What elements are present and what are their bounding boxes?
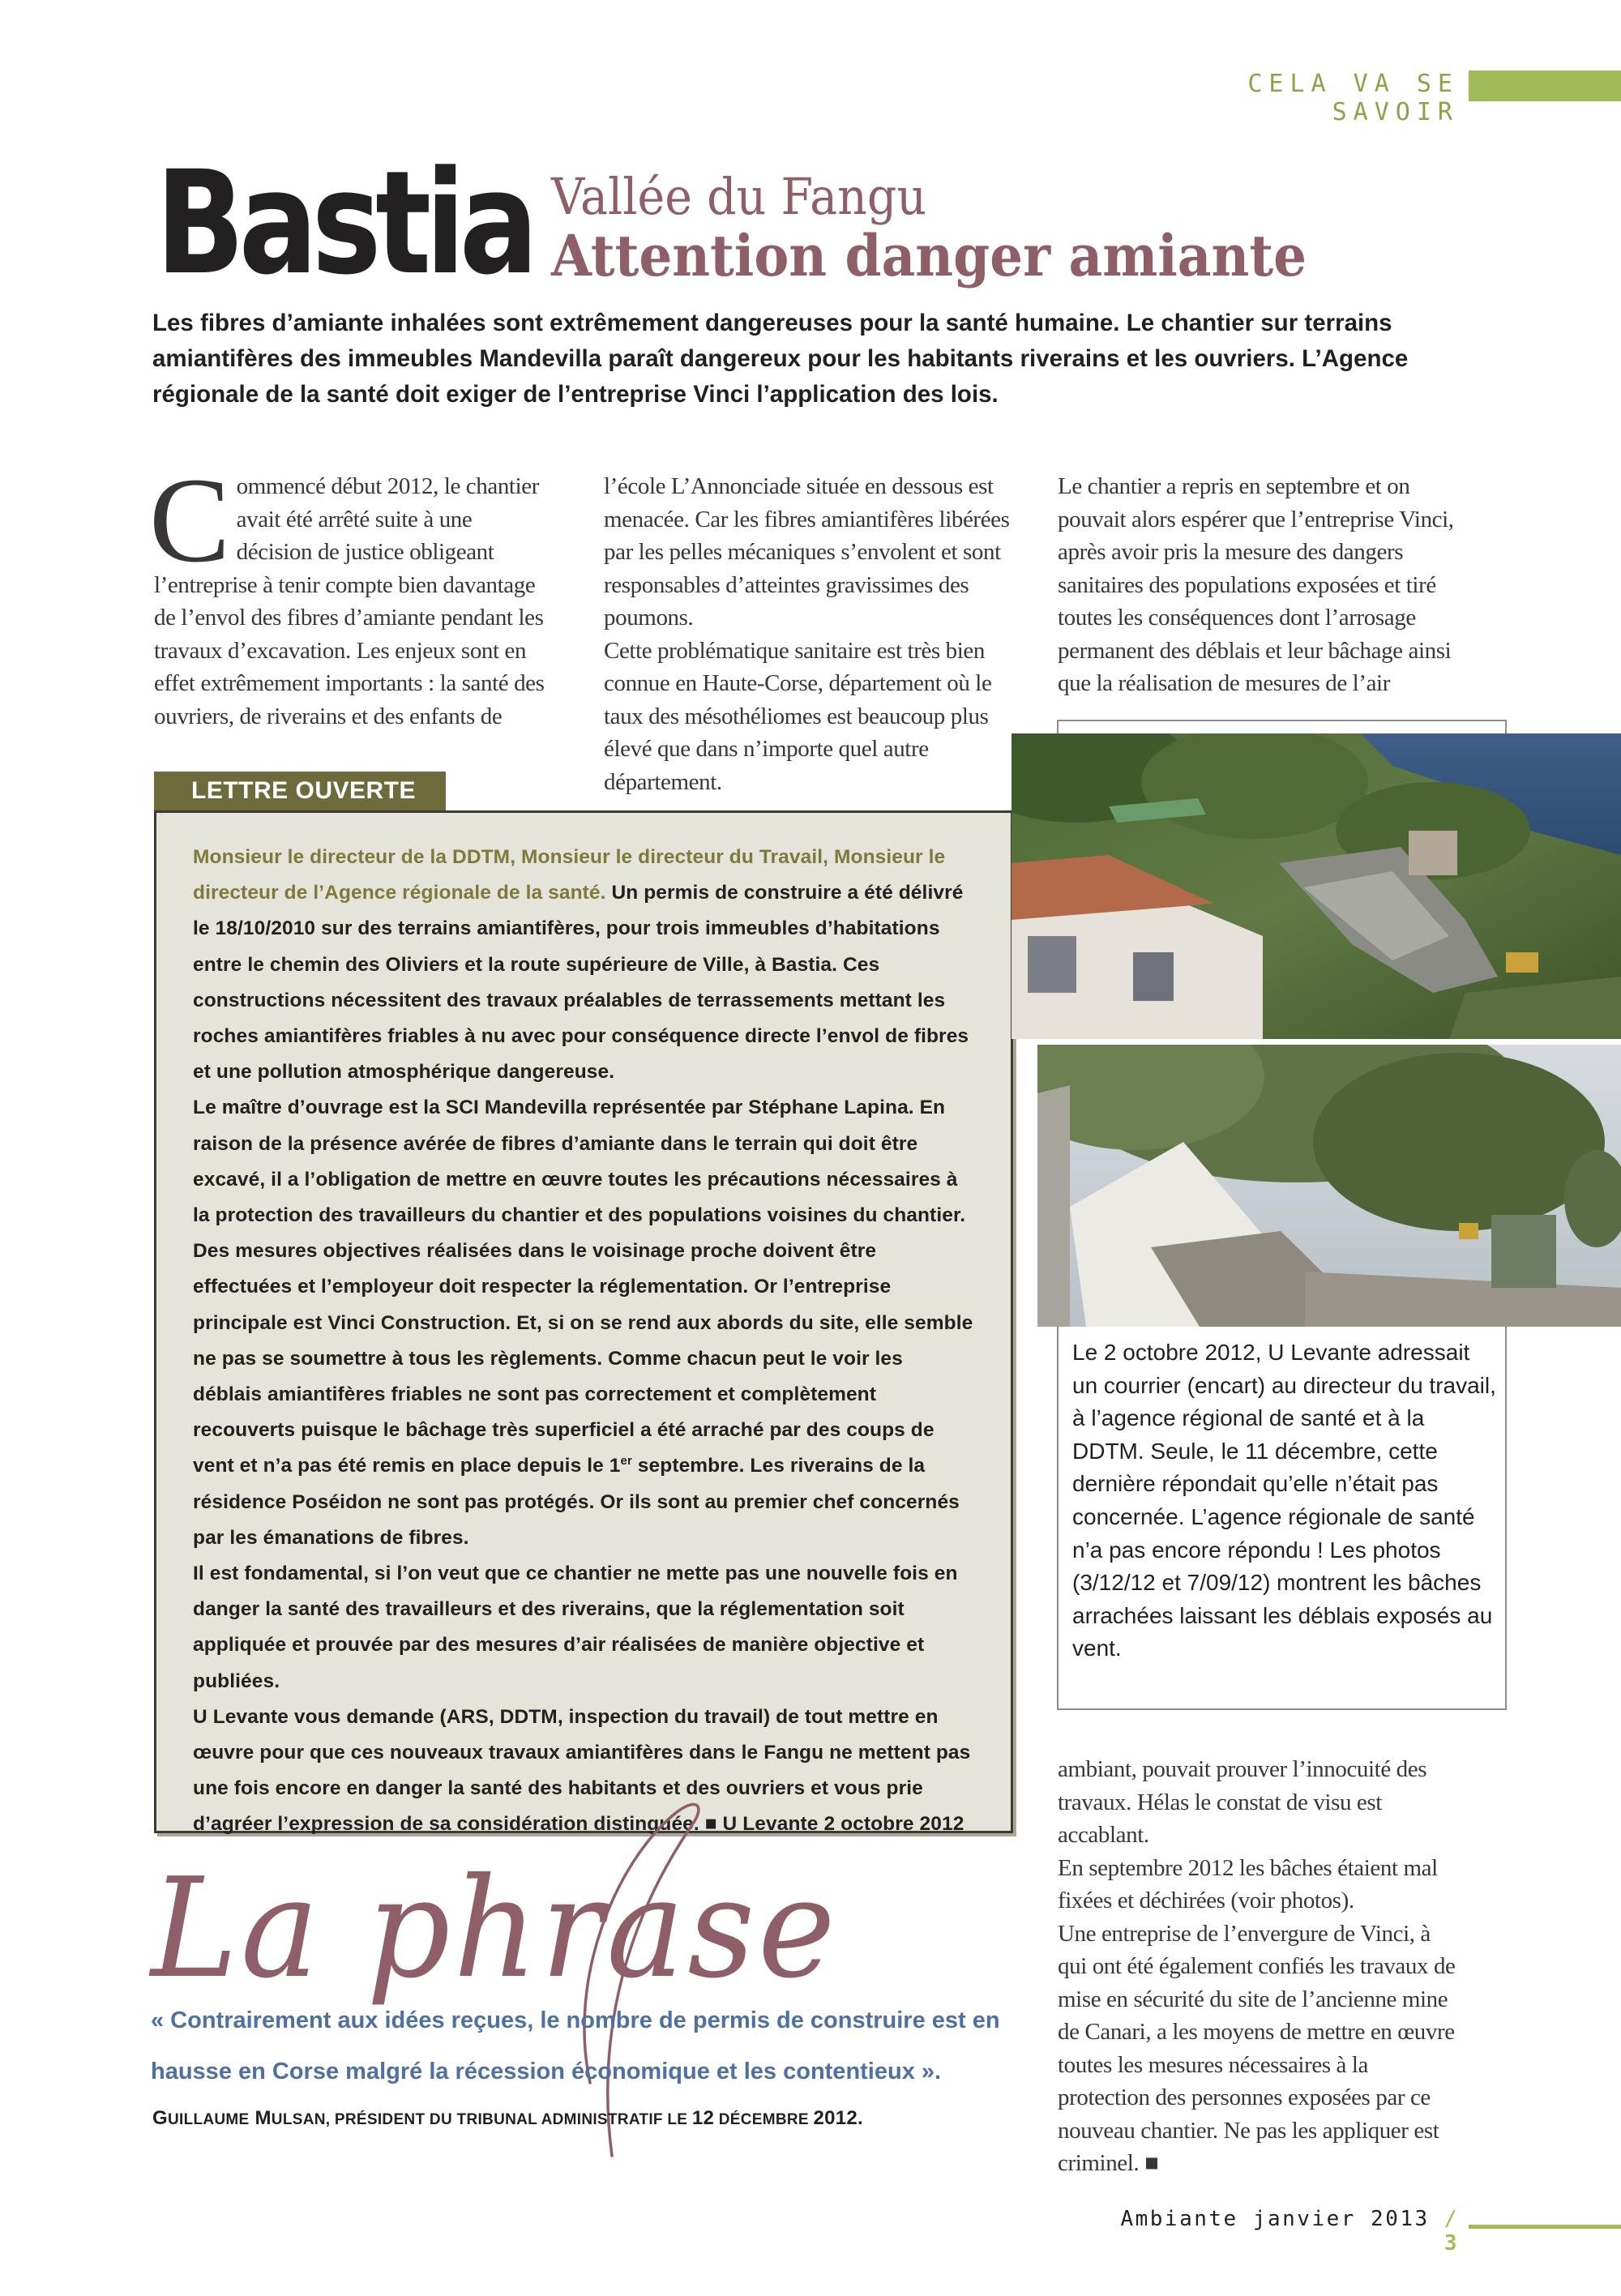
photo-caption: Le 2 octobre 2012, U Levante adressait un courrier (encart) au directeur du travail, à l’agence régional de santé et à la DDTM. Seule, le 11 décembre, cette dernière répondait qu’elle n’était pas concernée. L’agence régionale de santé n’a pas encore répondu ! Les photos (3/12/12 et 7/09/12) montrent les bâches arrachées laissant les déblais exposés au vent. xyxy=(1072,1340,1496,1661)
author-name-rest: UILLAUME xyxy=(167,2111,250,2128)
open-letter-text xyxy=(193,840,975,1843)
footer-separator: / xyxy=(1444,2207,1459,2231)
article-paragraph: l’école L’Annonciade située en dessous est menacée. Car les fibres amiantifères libérées par les pelles mécaniques s’envolent et sont responsables d’atteintes gravissimes des poumons. xyxy=(604,473,1010,631)
letter-paragraph-text: septembre. Les riverains de la résidence Poséidon ne sont pas protégés. Or ils sont au premier chef concernés par les émanations de fibres. xyxy=(193,1455,960,1549)
author-surname-rest: ULSAN xyxy=(271,2111,326,2128)
page-footer xyxy=(1102,2207,1459,2255)
article-paragraph: En septembre 2012 les bâches étaient mal fixées et déchirées (voir photos). xyxy=(1058,1854,1438,1913)
drop-cap: C xyxy=(149,453,230,588)
construction-site-photo-2 xyxy=(1037,1045,1621,1327)
publication-name: Ambiante janvier 2013 xyxy=(1120,2207,1430,2231)
article-paragraph-text: Une entreprise de l’envergure de Vinci, à qui ont été également confiés les travaux de mise en sécurité du site de l’ancienne mine de Canari, a les moyens de mettre en œuvre toutes les mesures nécessaires à la protection des personnes exposées par ce nouveau chantier. Ne pas les appliquer est criminel. xyxy=(1058,1920,1456,2176)
letter-paragraph xyxy=(193,1700,975,1843)
title-subtitle-place: Vallée du Fangu xyxy=(551,167,927,226)
phrase-heading: La phrase xyxy=(151,1849,839,2009)
article-paragraph xyxy=(1058,1918,1463,2180)
section-label: CELA VA SE SAVOIR xyxy=(1247,70,1459,126)
page-title: Bastia xyxy=(156,140,532,306)
author-initial: M xyxy=(254,2107,272,2129)
author-date-day: 12 xyxy=(691,2107,715,2129)
letter-paragraph xyxy=(193,1090,975,1556)
letter-paragraph: Il est fondamental, si l’on veut que ce chantier ne mette pas une nouvelle fois en danger la santé des travailleurs et des riverains, que la réglementation soit appliquée et prouvée par des mesures d’air réalisées de manière objective et publiées. xyxy=(193,1563,958,1692)
construction-site-photo-1 xyxy=(1012,733,1621,1039)
author-date-month: DÉCEMBRE xyxy=(714,2111,814,2128)
article-column-3-top xyxy=(1058,470,1463,700)
letter-paragraph xyxy=(193,840,975,1090)
phrase-author xyxy=(152,2107,1044,2130)
section-accent-bar xyxy=(1469,71,1621,101)
article-paragraph: Le chantier a repris en septembre et on pouvait alors espérer que l’entreprise Vinci, après avoir pris la mesure des dangers sanitaires des populations exposées et tiré toutes les conséquences dont l’arrosage permanent des déblais et leur bâchage ainsi que la réalisation de mesures de l’air xyxy=(1058,473,1454,696)
article-column-2 xyxy=(604,470,1017,798)
lead-paragraph: Les fibres d’amiante inhalées sont extrêmement dangereuses pour la santé humaine. Le chantier sur terrains amiantifères des immeubles Mandevilla paraît dangereux pour les habitants riverains et les ouvriers. L’Agence régionale de la santé doit exiger de l’entreprise Vinci l’application des lois. xyxy=(152,310,1409,408)
article-column-1 xyxy=(149,453,551,733)
article-column-3-bottom xyxy=(1058,1753,1463,2180)
article-column-1-text: ommencé début 2012, le chantier avait été arrêté suite à une décision de justice obligeant l’entreprise à tenir compte bien davantage de l’envol des fibres d’amiante pendant les travaux d’excavation. Les enjeux sont en effet extrêmement importants : la santé des ouvriers, de riverains et des enfants de xyxy=(154,473,545,729)
author-date-year: 2012. xyxy=(813,2107,864,2129)
letter-paragraph-text: Le maître d’ouvrage est la SCI Mandevilla représentée par Stéphane Lapina. En raison de la présence avérée de fibres d’amiante dans le terrain qui doit être excavé, il a l’obligation de mettre en œuvre toutes les précautions nécessaires à la protection des travailleurs du chantier et des populations voisines du chantier. Des mesures objectives réalisées dans le voisinage proche doivent être effectuées et l’employeur doit respecter la réglementation. Or l’entreprise principale est Vinci Construction. Et, si on se rend aux abords du site, elle semble ne pas se soumettre à tous les règlements. Comme chacun peut le voir les déblais amiantifères friables ne sont pas correctement et complètement recouverts puisque le bâchage très superficiel a été arraché par des coups de vent et n’a pas été remis en place depuis le 1 xyxy=(193,1097,973,1477)
author-initial: G xyxy=(152,2107,168,2129)
open-letter-tag: LETTRE OUVERTE xyxy=(154,772,446,810)
footer-accent-rule xyxy=(1469,2225,1621,2229)
page-number: 3 xyxy=(1444,2231,1459,2255)
letter-signature: ■ U Levante 2 octobre 2012 xyxy=(704,1813,964,1836)
author-role: , PRÉSIDENT DU TRIBUNAL ADMINISTRATIF LE xyxy=(325,2111,692,2128)
ordinal-superscript: er xyxy=(620,1454,632,1469)
article-paragraph: Cette problématique sanitaire est très bien connue en Haute-Corse, département où le taux des mésothéliomes est beaucoup plus élevé que dans n’importe quel autre département. xyxy=(604,637,992,795)
letter-paragraph-text: U Levante vous demande (ARS, DDTM, inspection du travail) de tout mettre en œuvre pour que ces nouveaux travaux amiantifères dans le Fangu ne mettent pas une fois encore en danger la santé des habitants et des ouvriers et vous prie d’agréer l’expression de sa considération distinguée. xyxy=(193,1705,971,1836)
letter-salutation: Monsieur le directeur de la DDTM, Monsieur le directeur du Travail, Monsieur le directeur de l’Agence régionale de la santé. xyxy=(193,846,946,904)
phrase-quote: « Contrairement aux idées reçues, le nombre de permis de construire est en hausse en Corse malgré la récession économique et les contentieux ». xyxy=(151,2007,1000,2084)
article-paragraph: ambiant, pouvait prouver l’innocuité des travaux. Hélas le constat de visu est accablant. xyxy=(1058,1756,1427,1848)
title-subtitle-headline: Attention danger amiante xyxy=(551,222,1307,289)
end-mark: ■ xyxy=(1144,2150,1159,2176)
letter-paragraph-text: Un permis de construire a été délivré le 18/10/2010 sur des terrains amiantifères, pour trois immeubles d’habitations entre le chemin des Oliviers et la route supérieure de Ville, à Bastia. Ces constructions nécessitent des travaux préalables de terrassements mettant les roches amiantifères friables à nu avec pour conséquence directe l’envol de fibres et une pollution atmosphérique dangereuse. xyxy=(193,882,969,1084)
